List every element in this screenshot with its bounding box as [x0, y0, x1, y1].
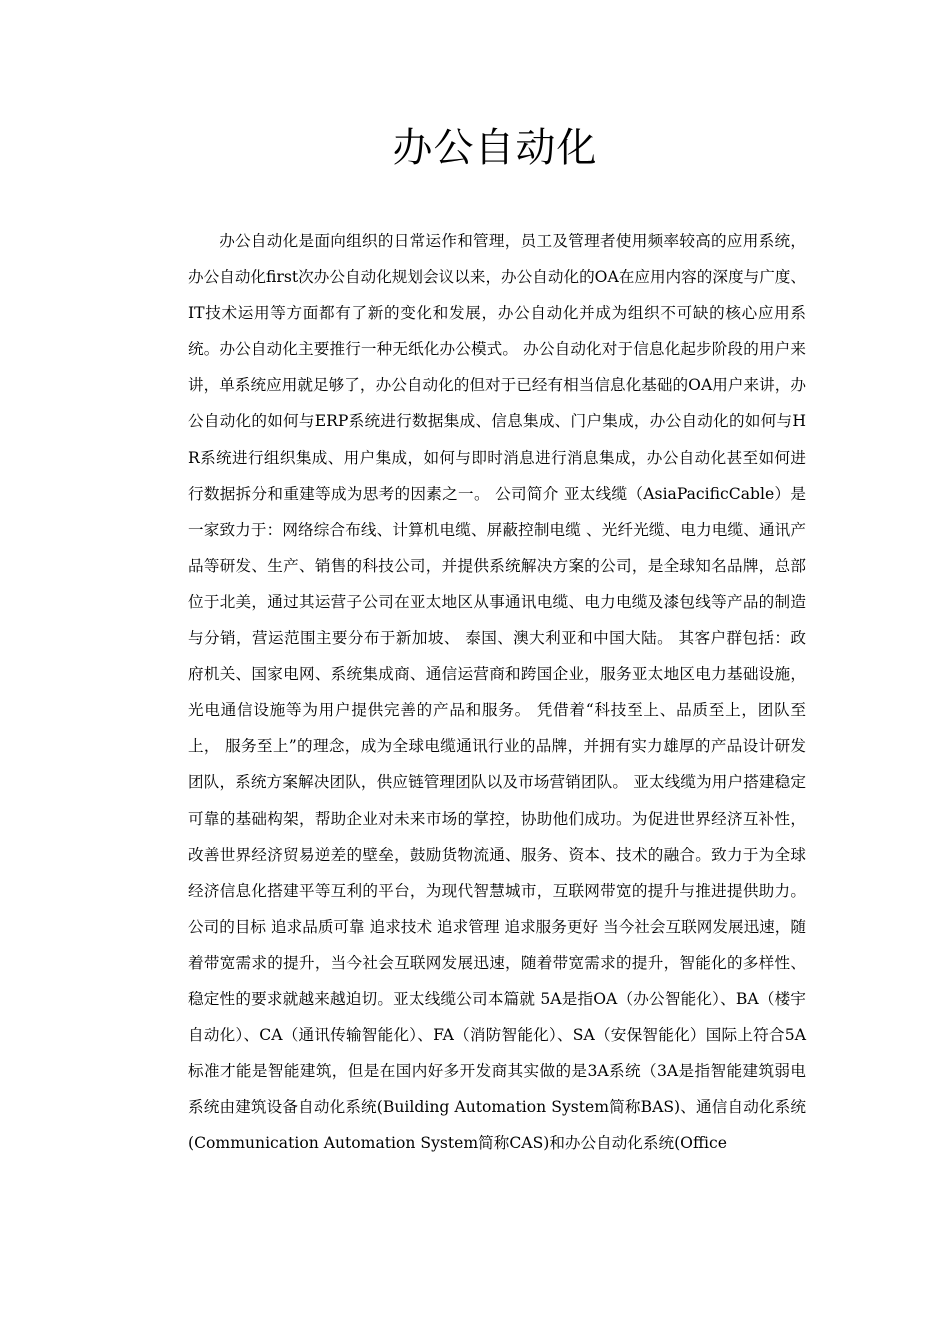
document-title: 办公自动化	[392, 125, 598, 171]
document-body-paragraph: 办公自动化是面向组织的日常运作和管理，员工及管理者使用频率较高的应用系统，办公自动化first次办公自动化规划会议以来，办公自动化的OA在应用内容的深度与广度、IT技术运用等方面都有了新的变化和发展，办公自动化并成为组织不可缺的核心应用系统。办公自动化主要推行一种无纸化办公模式。 办公自动化对于信息化起步阶段的用户来讲，单系统应用就足够了，办公自动化的但对于已经有相当信息化基础的OA用户来讲，办公自动化的如何与ERP系统进行数据集成、信息集成、门户集成，办公自动化的如何与HR系统进行组织集成、用户集成，如何与即时消息进行消息集成，办公自动化甚至如何进行数据拆分和重建等成为思考的因素之一。 公司简介 亚太线缆（AsiaPacificCable）是一家致力于：网络综合布线、计算机电缆、屏蔽控制电缆 、光纤光缆、电力电缆、通讯产品等研发、生产、销售的科技公司，并提供系统解决方案的公司，是全球知名品牌，总部位于北美，通过其运营子公司在亚太地区从事通讯电缆、电力电缆及漆包线等产品的制造与分销，营运范围主要分布于新加坡、 泰国、澳大利亚和中国大陆。 其客户群包括：政府机关、国家电网、系统集成商、通信运营商和跨国企业，服务亚太地区电力基础设施，光电通信设施等为用户提供完善的产品和服务。 凭借着“科技至上、品质至上，团队至上， 服务至上”的理念，成为全球电缆通讯行业的品牌，并拥有实力雄厚的产品设计研发团队，系统方案解决团队，供应链管理团队以及市场营销团队。 亚太线缆为用户搭建稳定可靠的基础构架，帮助企业对未来市场的掌控，协助他们成功。为促进世界经济互补性，改善世界经济贸易逆差的壁垒，鼓励货物流通、服务、资本、技术的融合。致力于为全球经济信息化搭建平等互利的平台，为现代智慧城市，互联网带宽的提升与推进提供助力。 公司的目标 追求品质可靠 追求技术 追求管理 追求服务更好 当今社会互联网发展迅速，随着带宽需求的提升，当今社会互联网发展迅速，随着带宽需求的提升，智能化的多样性、稳定性的要求就越来越迫切。亚太线缆公司本篇就 5A是指OA（办公智能化）、BA（楼宇自动化）、CA（通讯传输智能化）、FA（消防智能化）、SA（安保智能化）国际上符合5A标准才能是智能建筑，但是在国内好多开发商其实做的是3A系统（3A是指智能建筑弱电系统由建筑设备自动化系统(Building Automation System简称BAS)、通信自动化系统(Communication Automation System简称CAS)和办公自动化系统(Office	[188, 232, 806, 1153]
